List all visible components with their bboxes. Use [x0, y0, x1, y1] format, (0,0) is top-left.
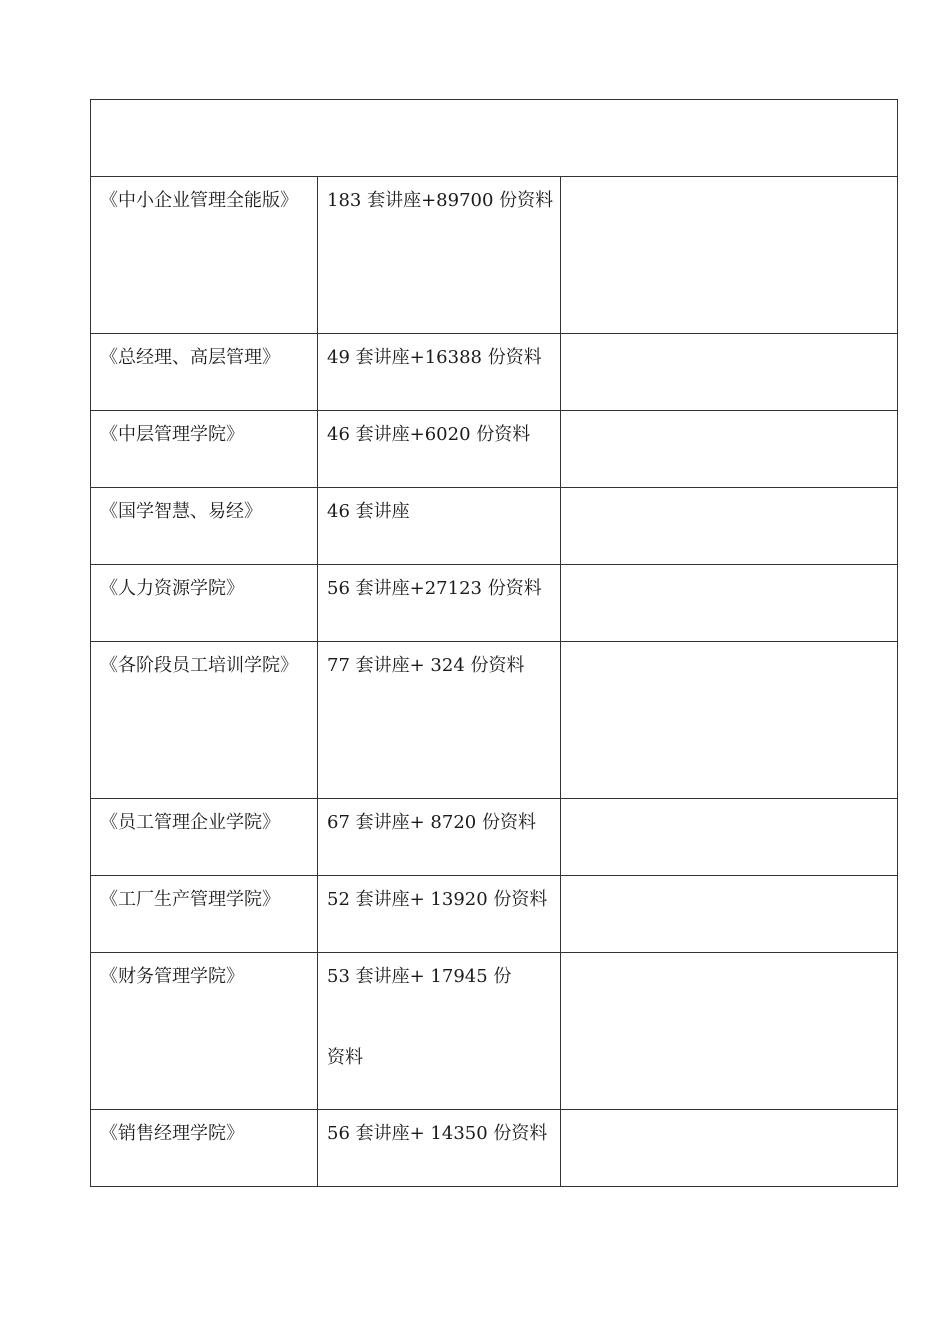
course-name: 《总经理、高层管理》 [100, 347, 280, 368]
course-name: 《各阶段员工培训学院》 [100, 655, 298, 676]
course-content: 67 套讲座+ 8720 份资料 [327, 812, 536, 833]
course-content: 53 套讲座+ 17945 份资料 [327, 966, 512, 1068]
course-content-cell [318, 177, 561, 334]
course-note-cell [561, 1110, 898, 1187]
course-content: 49 套讲座+16388 份资料 [327, 347, 542, 368]
course-name: 《人力资源学院》 [100, 578, 244, 599]
course-name: 《销售经理学院》 [100, 1123, 244, 1144]
course-name: 《工厂生产管理学院》 [100, 889, 280, 910]
course-content: 77 套讲座+ 324 份资料 [327, 655, 525, 676]
course-note-cell [561, 953, 898, 1110]
course-content: 52 套讲座+ 13920 份资料 [327, 889, 548, 910]
table-row [91, 1110, 898, 1187]
course-name: 《中小企业管理全能版》 [100, 190, 298, 211]
table-row [91, 642, 898, 799]
course-note-cell [561, 411, 898, 488]
course-name: 《国学智慧、易经》 [100, 501, 262, 522]
course-content-cell [318, 642, 561, 799]
course-note-cell [561, 565, 898, 642]
course-content: 56 套讲座+ 14350 份资料 [327, 1123, 548, 1144]
course-content-cell [318, 1110, 561, 1187]
course-content: 46 套讲座 [327, 501, 410, 522]
course-note-cell [561, 799, 898, 876]
course-name: 《中层管理学院》 [100, 424, 244, 445]
course-name-cell [91, 642, 318, 799]
course-note-cell [561, 177, 898, 334]
course-name-cell [91, 953, 318, 1110]
course-note-cell [561, 876, 898, 953]
table-row [91, 177, 898, 334]
course-content-cell [318, 953, 561, 1110]
course-name: 《员工管理企业学院》 [100, 812, 280, 833]
resource-table [90, 99, 898, 1187]
course-content: 56 套讲座+27123 份资料 [327, 578, 542, 599]
course-note-cell [561, 334, 898, 411]
course-content: 46 套讲座+6020 份资料 [327, 424, 531, 445]
course-name-cell [91, 177, 318, 334]
table-row [91, 953, 898, 1110]
course-name-cell [91, 1110, 318, 1187]
course-note-cell [561, 488, 898, 565]
course-name: 《财务管理学院》 [100, 966, 244, 987]
course-content: 183 套讲座+89700 份资料 [327, 190, 554, 211]
course-note-cell [561, 642, 898, 799]
